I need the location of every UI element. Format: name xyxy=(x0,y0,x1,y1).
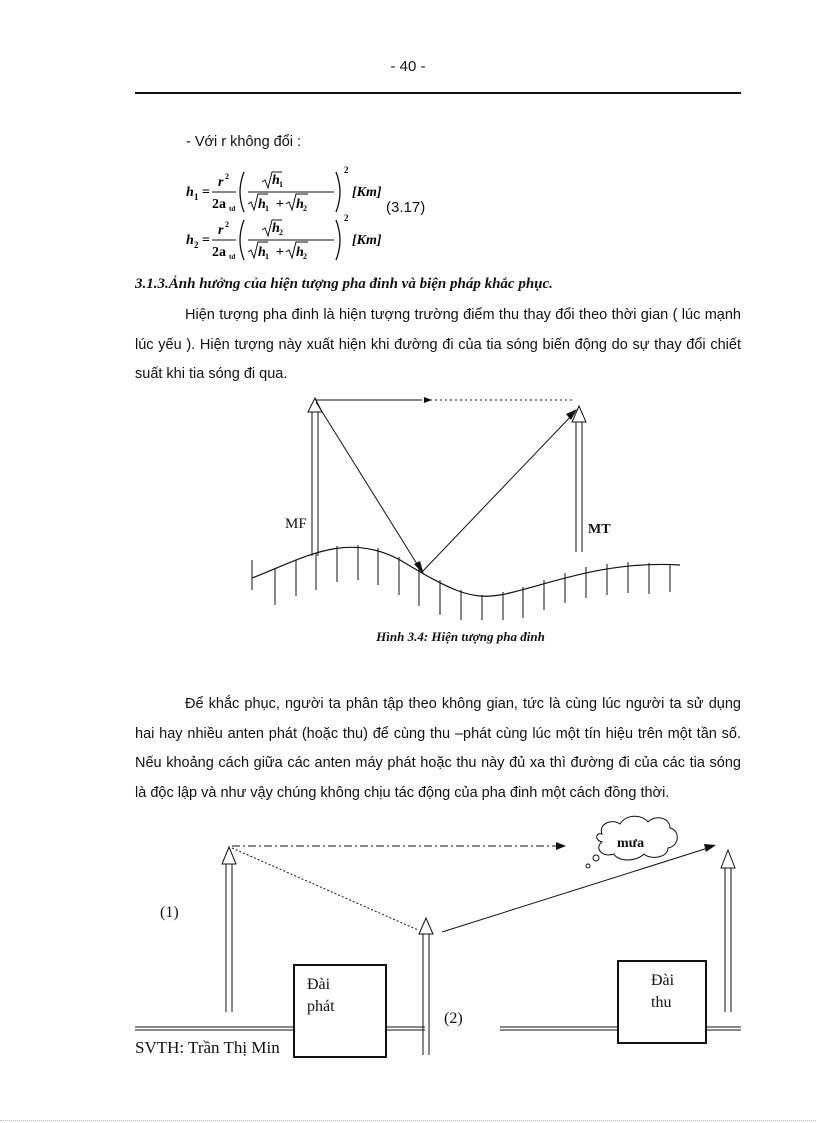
label-mt: MT xyxy=(588,522,611,537)
page-bottom-edge xyxy=(0,1120,816,1121)
formula-h1-lhs: h xyxy=(186,185,194,200)
section-heading: 3.1.3.Ảnh hưởng của hiện tượng pha đinh và biện pháp khắc phục. xyxy=(135,276,553,292)
station-rx-line1: Đài xyxy=(651,972,675,989)
svg-text:1: 1 xyxy=(279,180,283,189)
formula2-a-sub: td xyxy=(229,253,236,261)
solid-ray xyxy=(442,848,708,932)
svg-text:h: h xyxy=(258,245,266,260)
label-2: (2) xyxy=(444,1010,463,1027)
svg-text:h: h xyxy=(272,221,280,236)
svg-text:h: h xyxy=(296,197,304,212)
rain-label: mưa xyxy=(617,836,645,851)
paragraph-diversity-text: Để khắc phục, người ta phân tập theo không gian, tức là cùng lúc người ta sử dụng hai hay nhiều anten phát (hoặc thu) để cùng thu –phát cùng lúc một tín hiệu trên một tần số. Nếu khoảng cách giữa các anten máy phát hoặc thu này đủ xa thì đường đi của các tia sóng là độc lập và như vậy chúng không chịu tác động của pha đinh một cách đồng thời. xyxy=(135,696,741,801)
svg-text:2: 2 xyxy=(279,228,283,237)
svg-text:2: 2 xyxy=(303,204,307,213)
paragraph-fading-text: Hiện tượng pha đinh là hiện tượng trường điểm thu thay đổi theo thời gian ( lúc mạnh lúc yếu ). Hiện tượng này xuất hiện khi đường đi của tia sóng biến động do sự thay đổi chiết suất khi tia sóng đi qua. xyxy=(135,307,741,382)
intro-text: - Với r không đổi : xyxy=(186,134,302,150)
svg-text:h: h xyxy=(258,197,266,212)
formula2-r: r xyxy=(218,223,224,238)
svg-text:1: 1 xyxy=(265,252,269,261)
formula2-unit: [Km] xyxy=(352,233,382,248)
formula-h2-lhs-sub: 2 xyxy=(194,240,199,250)
tx-antenna-1 xyxy=(222,847,236,1012)
formula-r-exp: 2 xyxy=(225,172,229,181)
svg-text:=: = xyxy=(202,185,210,200)
formula-unit: [Km] xyxy=(352,185,382,200)
svg-text:=: = xyxy=(202,233,210,248)
svg-text:+: + xyxy=(276,245,284,260)
svg-text:+: + xyxy=(276,197,284,212)
formula2-2a: 2a xyxy=(212,245,226,260)
figure-caption: Hình 3.4: Hiện tượng pha đinh xyxy=(376,629,545,644)
dash-dot-ray-arrowhead xyxy=(556,842,566,850)
station-tx-line2: phát xyxy=(307,998,335,1015)
formula-h2-lhs: h xyxy=(186,233,194,248)
formula-r: r xyxy=(218,175,224,190)
label-mf: MF xyxy=(285,516,307,532)
formula-2a: 2a xyxy=(212,197,226,212)
footer-author: SVTH: Trần Thị Min xyxy=(135,1038,280,1057)
solid-ray-arrowhead xyxy=(704,844,716,852)
svg-text:2: 2 xyxy=(303,252,307,261)
equation-number: (3.17) xyxy=(386,199,426,216)
station-transmitter xyxy=(293,964,387,1058)
formula-h1-lhs-sub: 1 xyxy=(194,192,199,202)
svg-text:h: h xyxy=(296,245,304,260)
tx-antenna-2 xyxy=(419,918,433,1055)
label-1: (1) xyxy=(160,904,179,921)
formula2-exp: 2 xyxy=(344,213,349,223)
dotted-ray xyxy=(232,848,418,930)
formula-a-sub: td xyxy=(229,205,236,213)
svg-text:1: 1 xyxy=(265,204,269,213)
formula-exp: 2 xyxy=(344,165,349,175)
svg-text:h: h xyxy=(272,173,280,188)
page-number: - 40 - xyxy=(390,58,426,75)
formula2-r-exp: 2 xyxy=(225,220,229,229)
station-receiver xyxy=(617,960,707,1044)
station-tx-line1: Đài xyxy=(307,976,331,993)
station-rx-line2: thu xyxy=(651,994,672,1011)
rx-antenna xyxy=(721,850,735,1012)
